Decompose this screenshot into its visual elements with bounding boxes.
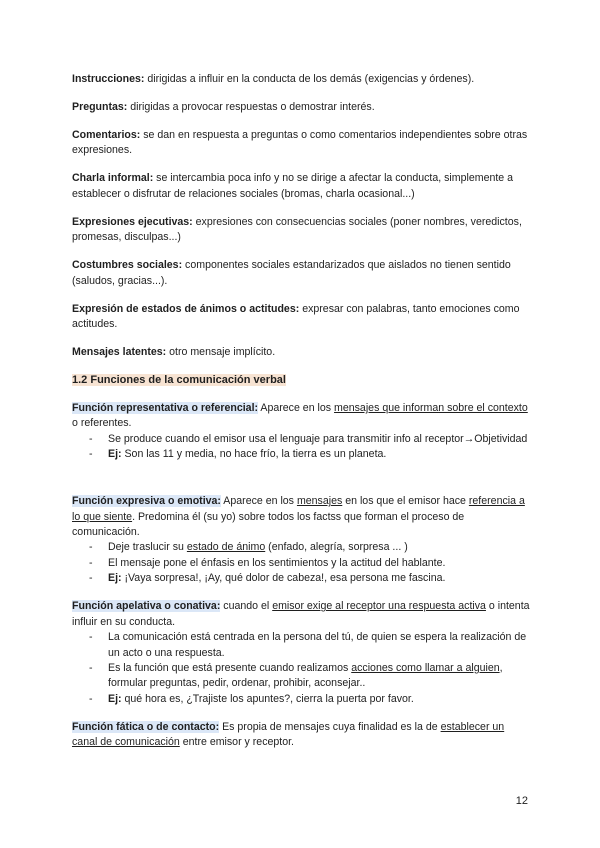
underlined-text: emisor exige al receptor una respuesta activa [272, 600, 486, 613]
section-heading [72, 373, 532, 388]
document-page [72, 72, 532, 763]
definition: se intercambia poca info y no se dirige a afectar la conducta, simplemente a establecer o disfrutar de relaciones sociales (bromas, charla ocasional...) [72, 172, 514, 200]
bullet-list [72, 630, 532, 707]
text: El mensaje pone el énfasis en los sentimientos y la actitud del hablante. [108, 556, 446, 569]
text: Es la función que está presente cuando realizamos [108, 661, 352, 674]
underlined-text: mensajes que informan sobre el contexto [334, 402, 528, 415]
function-apelativa [72, 599, 532, 707]
list-item [72, 661, 532, 692]
text: cuando el [220, 600, 273, 613]
function-term: Función representativa o referencial: [72, 402, 259, 415]
definition: expresar con palabras, tanto emociones como actitudes. [72, 302, 520, 331]
underlined-text: establecer un canal de comunicación [72, 720, 505, 749]
list-item [72, 630, 532, 661]
paragraph-comentarios [72, 128, 532, 159]
paragraph-preguntas [72, 100, 532, 115]
term: Preguntas: [72, 101, 128, 113]
list-item [72, 556, 532, 571]
underlined-text: referencia a lo que siente [72, 495, 525, 523]
text: (enfado, alegría, sorpresa ... ) [265, 541, 408, 554]
paragraph-costumbres-sociales [72, 258, 532, 289]
list-item [72, 540, 532, 555]
text: Deje traslucir su [108, 541, 187, 554]
example-label: Ej: [108, 572, 122, 585]
term: Mensajes latentes: [72, 346, 167, 359]
function-representativa [72, 401, 532, 463]
function-term: Función expresiva o emotiva: [72, 495, 221, 508]
term: Charla informal: [72, 172, 154, 185]
text: Aparece en los [258, 402, 335, 415]
text: Se produce cuando el emisor usa el lenguaje para transmitir info al receptor→Objetividad [108, 432, 528, 445]
paragraph-expresiones-ejecutivas [72, 215, 532, 246]
function-intro [72, 599, 532, 630]
function-term: Función fática o de contacto: [72, 720, 220, 733]
list-item-example [72, 447, 532, 462]
function-term: Función apelativa o conativa: [72, 600, 221, 613]
example-label: Ej: [108, 448, 122, 461]
page-number: 12 [515, 795, 528, 807]
text: Es propia de mensajes cuya finalidad es la de [219, 720, 441, 733]
paragraph-charla-informal [72, 171, 532, 202]
text: entre emisor y receptor. [179, 736, 295, 749]
text: La comunicación está centrada en la persona del tú, de quien se espera la realización de un acto o una respuesta. [108, 631, 527, 659]
bullet-list [72, 432, 532, 463]
underlined-text: acciones como llamar a alguien [351, 661, 500, 674]
text: Son las 11 y media, no hace frío, la tierra es un planeta. [121, 448, 387, 461]
term: Expresiones ejecutivas: [72, 215, 193, 228]
text: en los que el emisor hace [342, 495, 469, 508]
definition: otro mensaje implícito. [166, 346, 276, 359]
term: Costumbres sociales: [72, 259, 183, 272]
term: Expresión de estados de ánimos o actitudes: [72, 302, 300, 315]
text: qué hora es, ¿Trajiste los apuntes?, cierra la puerta por favor. [121, 692, 414, 705]
text: o referentes. [72, 417, 132, 430]
text: . Predomina él (su yo) sobre todos los factss que forman el proceso de comunicación. [72, 510, 465, 539]
list-item-example [72, 692, 532, 707]
text: ¡Vaya sorpresa!, ¡Ay, qué dolor de cabeza!, esa persona me fascina. [121, 572, 446, 585]
underlined-text: estado de ánimo [186, 541, 266, 554]
definition: componentes sociales estandarizados que aislados no tienen sentido (saludos, gracias...). [72, 259, 511, 287]
text: Aparece en los [220, 495, 297, 508]
text: , formular preguntas, pedir, ordenar, prohibir, aconsejar.. [108, 661, 503, 690]
paragraph-instrucciones [72, 72, 532, 87]
example-label: Ej: [108, 692, 122, 705]
function-expresiva [72, 494, 532, 586]
definition: expresiones con consecuencias sociales (poner nombres, veredictos, promesas, disculpas...) [72, 215, 522, 244]
term: Instrucciones: [72, 73, 145, 85]
paragraph-estados-animo [72, 302, 532, 333]
function-fatica [72, 720, 532, 751]
function-intro [72, 494, 532, 540]
function-intro [72, 720, 532, 751]
list-item-example [72, 571, 532, 586]
list-item [72, 432, 532, 447]
definition: se dan en respuesta a preguntas o como comentarios independientes sobre otras expresiones. [72, 129, 528, 157]
paragraph-mensajes-latentes [72, 345, 532, 360]
definition: dirigidas a influir en la conducta de los demás (exigencias y órdenes). [144, 73, 475, 85]
section-heading-text: 1.2 Funciones de la comunicación verbal [72, 374, 286, 387]
text: o intenta influir en su conducta. [72, 600, 530, 628]
term: Comentarios: [72, 129, 141, 141]
spacer [72, 475, 532, 494]
underlined-text: mensajes [296, 495, 343, 508]
definition: dirigidas a provocar respuestas o demostrar interés. [127, 101, 375, 113]
bullet-list [72, 540, 532, 586]
function-intro [72, 401, 532, 432]
